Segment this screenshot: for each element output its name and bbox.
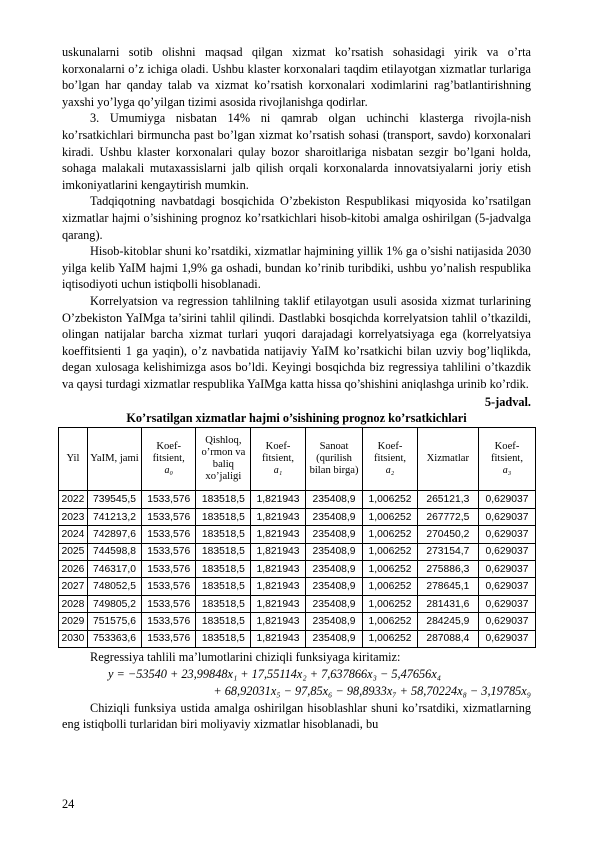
table-cell: 0,629037: [479, 543, 536, 560]
table-cell: 265121,3: [417, 491, 478, 508]
table-cell: 1,006252: [363, 561, 417, 578]
table-cell: 0,629037: [479, 595, 536, 612]
table-cell: 1533,576: [142, 630, 196, 647]
table-cell: 0,629037: [479, 578, 536, 595]
table-cell: 235408,9: [305, 491, 363, 508]
table-row: [59, 508, 536, 525]
header-text: Koef-fitsient,: [373, 441, 407, 465]
table-cell: 744598,8: [87, 543, 141, 560]
header-text: Xizmatlar: [426, 453, 469, 465]
table-cell: 2028: [59, 595, 88, 612]
document-page: [62, 44, 531, 733]
table-cell: 1533,576: [142, 613, 196, 630]
table-cell: 183518,5: [196, 613, 251, 630]
table-cell: 2027: [59, 578, 88, 595]
table-cell: 270450,2: [417, 526, 478, 543]
table-header-cell: [363, 428, 417, 491]
table-cell: 235408,9: [305, 613, 363, 630]
table-row: [59, 613, 536, 630]
table-cell: 235408,9: [305, 630, 363, 647]
table-row: [59, 543, 536, 560]
table-header-cell: [305, 428, 363, 491]
table-cell: 1,821943: [251, 613, 305, 630]
table-cell: 235408,9: [305, 595, 363, 612]
forecast-table: [58, 427, 536, 648]
header-text: YaIM, jami: [90, 453, 139, 465]
table-cell: 2029: [59, 613, 88, 630]
table-cell: 1,821943: [251, 543, 305, 560]
table-cell: 0,629037: [479, 508, 536, 525]
table-cell: 235408,9: [305, 578, 363, 595]
table-row: [59, 491, 536, 508]
table-cell: 183518,5: [196, 508, 251, 525]
table-cell: 284245,9: [417, 613, 478, 630]
paragraph: Korrelyatsion va regression tahlilning taklif etilayotgan usuli asosida xizmat turlarining O’zbekiston YaIMga ta’sirini tahlil qilindi. Dastlabki bosqichda korrelyatsion tahlil o’tkazildi, olingan natijalar barcha xizmat turlari yuqori darajadagi korrelyatsiyaga ega (korrelyatsiya koeffitsienti 1 ga yaqin), o’z navbatida natijaviy YaIM ko’rsatkichi bilan uzviy bog’liqlikda, degan xulosaga kelishimizga asos bo’ldi. Keyingi bosqichda biz regressiya tahlilini o’tkazdik va qaysi turdagi xizmatlar respublika YaIMga katta hissa qo’shishini aniqlashga urinib ko’rdik.: [62, 293, 531, 391]
paragraph: Hisob-kitoblar shuni ko’rsatdiki, xizmatlar hajmining yillik 1% ga o’sishi natijasida 2030 yilga kelib YaIM hajmi 1,9% ga oshadi, bundan ko’rinib turibdiki, ushbu yo’nalish respublika iqtisodiyoti uchun istiqbolli hisoblanadi.: [62, 244, 531, 292]
page-number: 24: [62, 797, 75, 811]
header-text: Qishloq, o’rmon va baliq xo’jaligi: [201, 435, 246, 483]
table-cell: 1,821943: [251, 595, 305, 612]
header-text: Koef-fitsient,: [261, 441, 295, 465]
table-cell: 235408,9: [305, 508, 363, 525]
table-cell: 741213,2: [87, 508, 141, 525]
table-cell: 267772,5: [417, 508, 478, 525]
table-cell: 2022: [59, 491, 88, 508]
table-cell: 1533,576: [142, 543, 196, 560]
formula-line-1: y = −53540 + 23,99848x₁ + 17,55114x₂ + 7,637866x₃ − 5,47656x₄: [108, 666, 442, 681]
header-text: Koef-fitsient,: [490, 441, 524, 465]
table-title: Ko’rsatilgan xizmatlar hajmi o’sishining prognoz ko’rsatkichlari: [126, 411, 467, 426]
table-cell: 742897,6: [87, 526, 141, 543]
table-cell: 2030: [59, 630, 88, 647]
table-header-cell: [417, 428, 478, 491]
table-cell: 235408,9: [305, 543, 363, 560]
table-cell: 183518,5: [196, 543, 251, 560]
table-header-cell: [59, 428, 88, 491]
table-cell: 1,006252: [363, 578, 417, 595]
table-cell: 281431,6: [417, 595, 478, 612]
table-cell: 183518,5: [196, 630, 251, 647]
table-cell: 1,006252: [363, 508, 417, 525]
coefficient-symbol: a₂: [385, 465, 395, 477]
table-cell: 1,821943: [251, 526, 305, 543]
table-cell: 1,006252: [363, 613, 417, 630]
table-cell: 1,821943: [251, 508, 305, 525]
table-cell: 275886,3: [417, 561, 478, 578]
table-cell: 1533,576: [142, 578, 196, 595]
table-row: [59, 526, 536, 543]
table-cell: 0,629037: [479, 561, 536, 578]
paragraph: 3. Umumiyga nisbatan 14% ni qamrab olgan uchinchi klasterga rivojla-nish ko’rsatkichlari birmuncha past bo’lgan xizmat ko’rsatish sohasi (transport, savdo) korxonalari kiradi. Ushbu klaster korxonalari qulay bozor sharoitlariga nisbatan sezgir bo’lgani holda, sohaga malakali mutaxassislarni jalb qilish orqali korxonalarda innovatsiyalarni joriy etish imkoniyatlarini kengaytirish mumkin.: [62, 111, 531, 192]
table-cell: 2024: [59, 526, 88, 543]
table-cell: 749805,2: [87, 595, 141, 612]
table-row: [59, 578, 536, 595]
table-cell: 1533,576: [142, 508, 196, 525]
table-cell: 748052,5: [87, 578, 141, 595]
table-cell: 1,821943: [251, 491, 305, 508]
table-cell: 278645,1: [417, 578, 478, 595]
table-cell: 273154,7: [417, 543, 478, 560]
table-cell: 1,006252: [363, 630, 417, 647]
table-header-cell: [251, 428, 305, 491]
table-cell: 753363,6: [87, 630, 141, 647]
table-cell: 0,629037: [479, 630, 536, 647]
table-row: [59, 595, 536, 612]
table-cell: 0,629037: [479, 491, 536, 508]
table-cell: 1,006252: [363, 595, 417, 612]
formula-line-2: + 68,92031x₅ − 97,85x₆ − 98,8933x₇ + 58,70224x₈ − 3,19785x₉: [213, 683, 531, 698]
table-cell: 1533,576: [142, 491, 196, 508]
header-text: Yil: [66, 453, 80, 465]
table-cell: 1533,576: [142, 595, 196, 612]
table-header-cell: [479, 428, 536, 491]
table-cell: 235408,9: [305, 526, 363, 543]
table-cell: 183518,5: [196, 491, 251, 508]
table-cell: 751575,6: [87, 613, 141, 630]
coefficient-symbol: a₃: [502, 465, 512, 477]
coefficient-symbol: a₁: [273, 465, 283, 477]
coefficient-symbol: a₀: [164, 465, 173, 477]
table-header-cell: [87, 428, 141, 491]
table-cell: 1,821943: [251, 578, 305, 595]
table-cell: 183518,5: [196, 561, 251, 578]
paragraph: Regressiya tahlili ma’lumotlarini chiziqli funksiyaga kiritamiz:: [90, 649, 401, 664]
table-cell: 183518,5: [196, 526, 251, 543]
header-text: Koef-fitsient,: [152, 441, 185, 465]
table-cell: 746317,0: [87, 561, 141, 578]
table-cell: 739545,5: [87, 491, 141, 508]
table-cell: 1,006252: [363, 526, 417, 543]
table-cell: 0,629037: [479, 613, 536, 630]
paragraph: Tadqiqotning navbatdagi bosqichida O’zbekiston Respublikasi miqyosida ko’rsatilgan xizmatlar hajmi o’sishining prognoz ko’rsatkichlari hisob-kitobi amalga oshirilgan (5-jadvalga qarang).: [62, 194, 531, 242]
table-cell: 2025: [59, 543, 88, 560]
table-cell: 1,006252: [363, 491, 417, 508]
paragraph: Chiziqli funksiya ustida amalga oshirilgan hisoblashlar shuni ko’rsatdiki, xizmatlarning eng istiqbolli turlaridan biri moliyaviy xizmatlar hisoblanadi, bu: [62, 700, 531, 732]
table-cell: 235408,9: [305, 561, 363, 578]
table-cell: 183518,5: [196, 578, 251, 595]
table-cell: 1,821943: [251, 561, 305, 578]
table-cell: 1533,576: [142, 526, 196, 543]
table-cell: 2023: [59, 508, 88, 525]
table-header-row: [59, 428, 536, 491]
header-text: Sanoat (qurilish bilan birga): [309, 441, 359, 477]
table-cell: 2026: [59, 561, 88, 578]
table-cell: 287088,4: [417, 630, 478, 647]
table-header-cell: [142, 428, 196, 491]
table-row: [59, 561, 536, 578]
table-cell: 1,006252: [363, 543, 417, 560]
table-cell: 183518,5: [196, 595, 251, 612]
table-body: [59, 491, 536, 648]
table-cell: 1,821943: [251, 630, 305, 647]
table-cell: 1533,576: [142, 561, 196, 578]
table-cell: 0,629037: [479, 526, 536, 543]
table-label: 5-jadval.: [484, 395, 531, 410]
table-header-cell: [196, 428, 251, 491]
table-row: [59, 630, 536, 647]
paragraph: uskunalarni sotib olishni maqsad qilgan xizmat ko’rsatish sohasidagi yirik va o’rta korxonalarni o’z ichiga oladi. Ushbu klaster korxonalari taqdim etilayotgan xizmatlar turlariga bo’lgan har qanday talab va xizmat ko’rsatish korxonalari xodimlarini rag’batlantirishning yaxshi yo’lyga qo’yilgan tizimi asosida rivojlanishga qodirlar.: [62, 45, 531, 109]
